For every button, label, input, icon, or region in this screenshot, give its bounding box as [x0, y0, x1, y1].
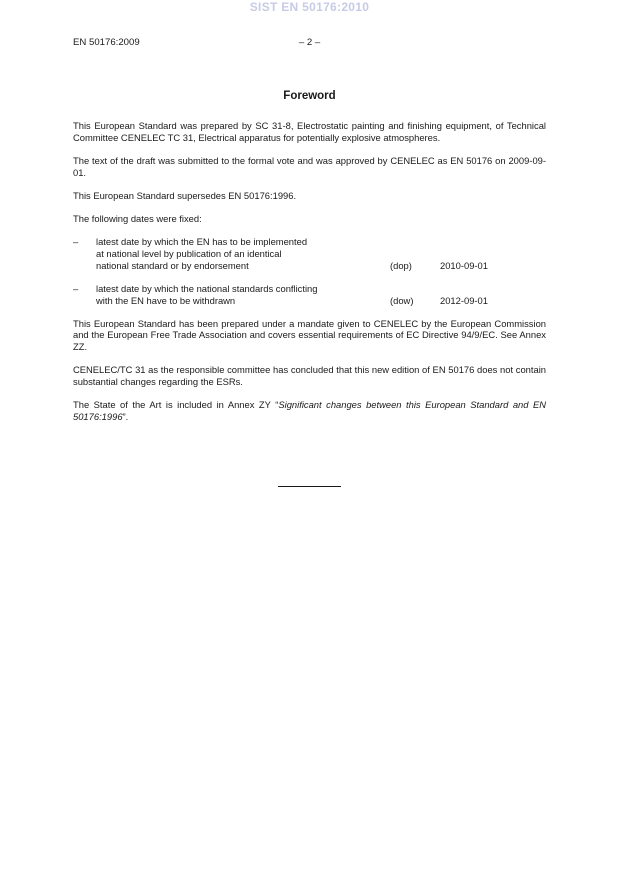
date-description: national standard or by endorsement: [96, 259, 249, 271]
paragraph-line: This European Standard has been prepared under a mandate given to CENELEC by the European: [73, 317, 492, 329]
date-description: latest date by which the EN has to be implemented: [96, 236, 308, 248]
paragraph-line: 2009-09-01.: [73, 154, 546, 178]
date-item-dop: [73, 236, 546, 271]
text-run-italic: Significant changes between this European Standard and: [278, 399, 529, 411]
paragraph-preparation: [73, 120, 546, 143]
text-run-italic: EN 50176:1996: [73, 399, 547, 422]
paragraph-state-of-art: [73, 399, 546, 422]
paragraph-mandate: [73, 318, 546, 353]
date-abbreviation: (dow): [390, 294, 414, 306]
date-item-dow: [73, 283, 546, 306]
page-number: – 2 –: [298, 37, 321, 48]
end-rule: [278, 486, 341, 487]
paragraph-line: Technical Committee CENELEC TC 31, Electrical apparatus for potentially explosive atmospheres.: [73, 120, 546, 143]
paragraph-line: EC Directive 94/9/EC. See Annex ZZ.: [73, 329, 546, 353]
paragraph-dates-intro: The following dates were fixed:: [73, 213, 202, 225]
paragraph-supersedes: This European Standard supersedes EN 50176:1996.: [73, 189, 297, 201]
date-description: latest date by which the national standards conflicting: [96, 282, 318, 294]
date-abbreviation: (dop): [390, 259, 412, 271]
date-description: with the EN have to be withdrawn: [96, 294, 236, 306]
paragraph-approval: [73, 155, 546, 178]
paragraph-committee: [73, 364, 546, 387]
page-title: Foreword: [283, 90, 336, 102]
paragraph-line: not contain substantial changes regarding the ESRs.: [73, 364, 546, 388]
paragraph-line: Commission and the European Free Trade Association and covers essential requirements of: [73, 317, 546, 341]
watermark: SIST EN 50176:2010: [249, 0, 370, 14]
date-value: 2012-09-01: [440, 294, 488, 306]
paragraph-line: CENELEC/TC 31 as the responsible committee has concluded that this new edition of EN 50176 does: [73, 364, 498, 376]
foreword-body: [73, 120, 546, 434]
list-dash: –: [73, 282, 79, 294]
dates-list: [73, 236, 546, 306]
paragraph-line: The text of the draft was submitted to the formal vote and was approved by CENELEC as EN 50176 on: [73, 154, 506, 166]
text-run: ”.: [122, 410, 129, 422]
date-value: 2010-09-01: [440, 259, 488, 271]
date-description: at national level by publication of an identical: [96, 247, 282, 259]
document-id: EN 50176:2009: [73, 37, 140, 48]
list-dash: –: [73, 236, 79, 248]
paragraph-line: This European Standard was prepared by SC 31-8, Electrostatic painting and finishing equipment, of: [73, 120, 504, 131]
text-run: The State of the Art is included in Annex ZY “: [73, 399, 279, 411]
